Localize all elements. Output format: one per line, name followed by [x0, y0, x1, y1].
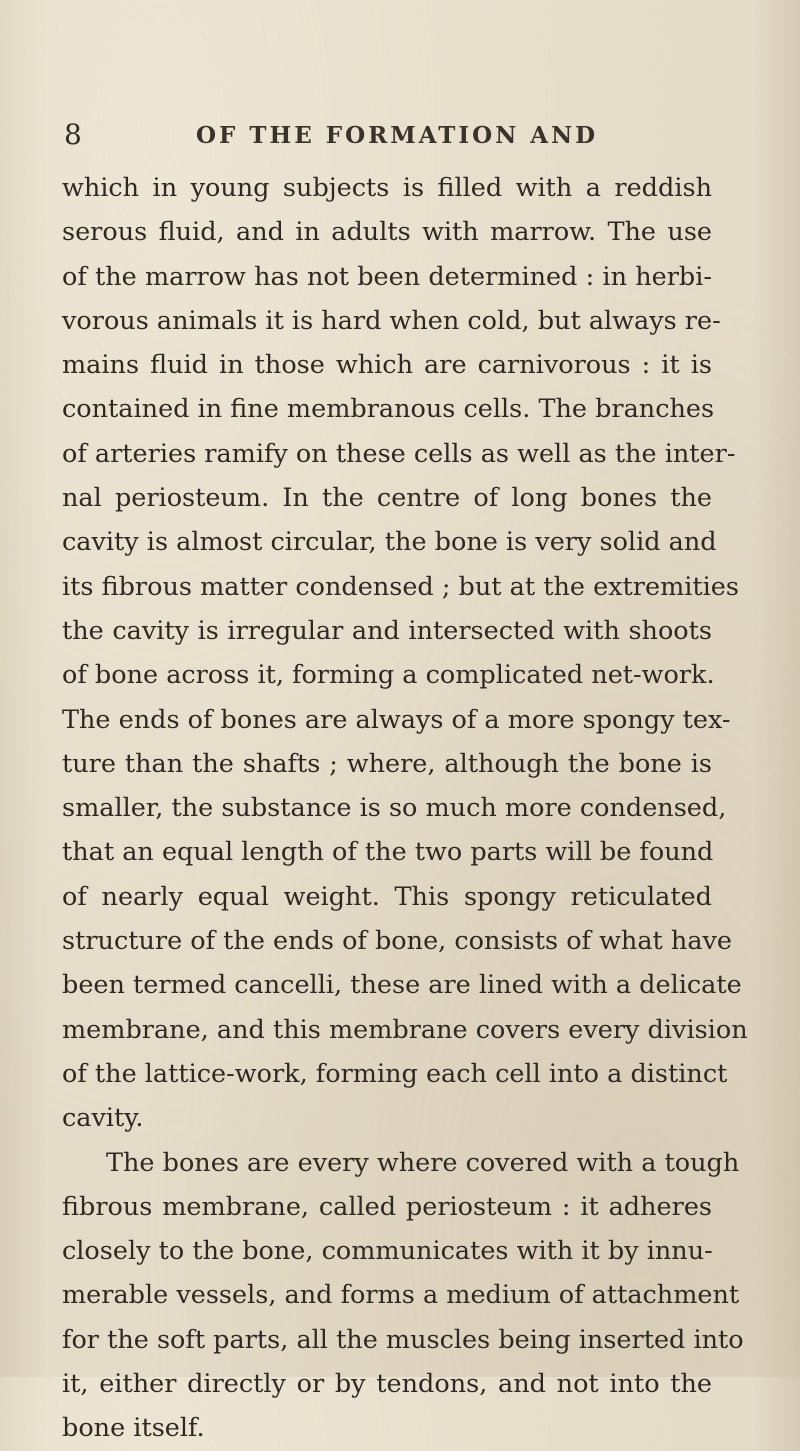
- text-line: fibrous membrane, called periosteum : it adheres: [62, 1191, 712, 1222]
- text-line: serous fluid, and in adults with marrow. The use: [62, 217, 712, 248]
- text-line: its fibrous matter condensed ; but at the extremities: [62, 571, 739, 602]
- running-title: OF THE FORMATION AND: [196, 122, 599, 149]
- text-line: for the soft parts, all the muscles being inserted into: [62, 1324, 744, 1355]
- paragraph-start-line: The bones are every where covered with a tough: [106, 1147, 740, 1178]
- text-line: merable vessels, and forms a medium of attachment: [62, 1280, 740, 1311]
- body-text: [62, 166, 748, 1451]
- text-line: it, either directly or by tendons, and not into the: [62, 1369, 712, 1400]
- text-line: ture than the shafts ; where, although the bone is: [62, 748, 712, 779]
- text-line: been termed cancelli, these are lined with a delicate: [62, 970, 742, 1001]
- text-line: The ends of bones are always of a more spongy tex-: [62, 704, 731, 735]
- text-line: the cavity is irregular and intersected with shoots: [62, 615, 712, 646]
- text-line: which in young subjects is filled with a reddish: [62, 173, 712, 203]
- text-line: contained in fine membranous cells. The branches: [62, 394, 715, 425]
- page-number: 8: [64, 118, 83, 151]
- text-line: mains fluid in those which are carnivorous : it is: [62, 350, 712, 381]
- text-line: cavity is almost circular, the bone is very solid and: [62, 527, 717, 558]
- running-head: [60, 118, 740, 154]
- text-line: that an equal length of the two parts will be found: [62, 837, 714, 868]
- text-line: closely to the bone, communicates with it by innu-: [62, 1236, 713, 1267]
- text-line: of the lattice-work, forming each cell into a distinct: [62, 1058, 728, 1089]
- text-line: of nearly equal weight. This spongy reticulated: [62, 881, 712, 912]
- paragraph-end-line: cavity.: [62, 1103, 144, 1134]
- text-line: structure of the ends of bone, consists of what have: [62, 926, 733, 957]
- text-line: membrane, and this membrane covers every division: [62, 1014, 748, 1045]
- text-line: vorous animals it is hard when cold, but always re-: [62, 305, 721, 336]
- text-line: smaller, the substance is so much more condensed,: [62, 793, 727, 824]
- paragraph-end-line: bone itself.: [62, 1413, 205, 1444]
- text-line: nal periosteum. In the centre of long bones the: [62, 483, 712, 514]
- text-line: of the marrow has not been determined : in herbi-: [62, 261, 712, 292]
- text-line: of bone across it, forming a complicated net-work.: [62, 660, 715, 691]
- text-line: of arteries ramify on these cells as well as the inter-: [62, 438, 736, 469]
